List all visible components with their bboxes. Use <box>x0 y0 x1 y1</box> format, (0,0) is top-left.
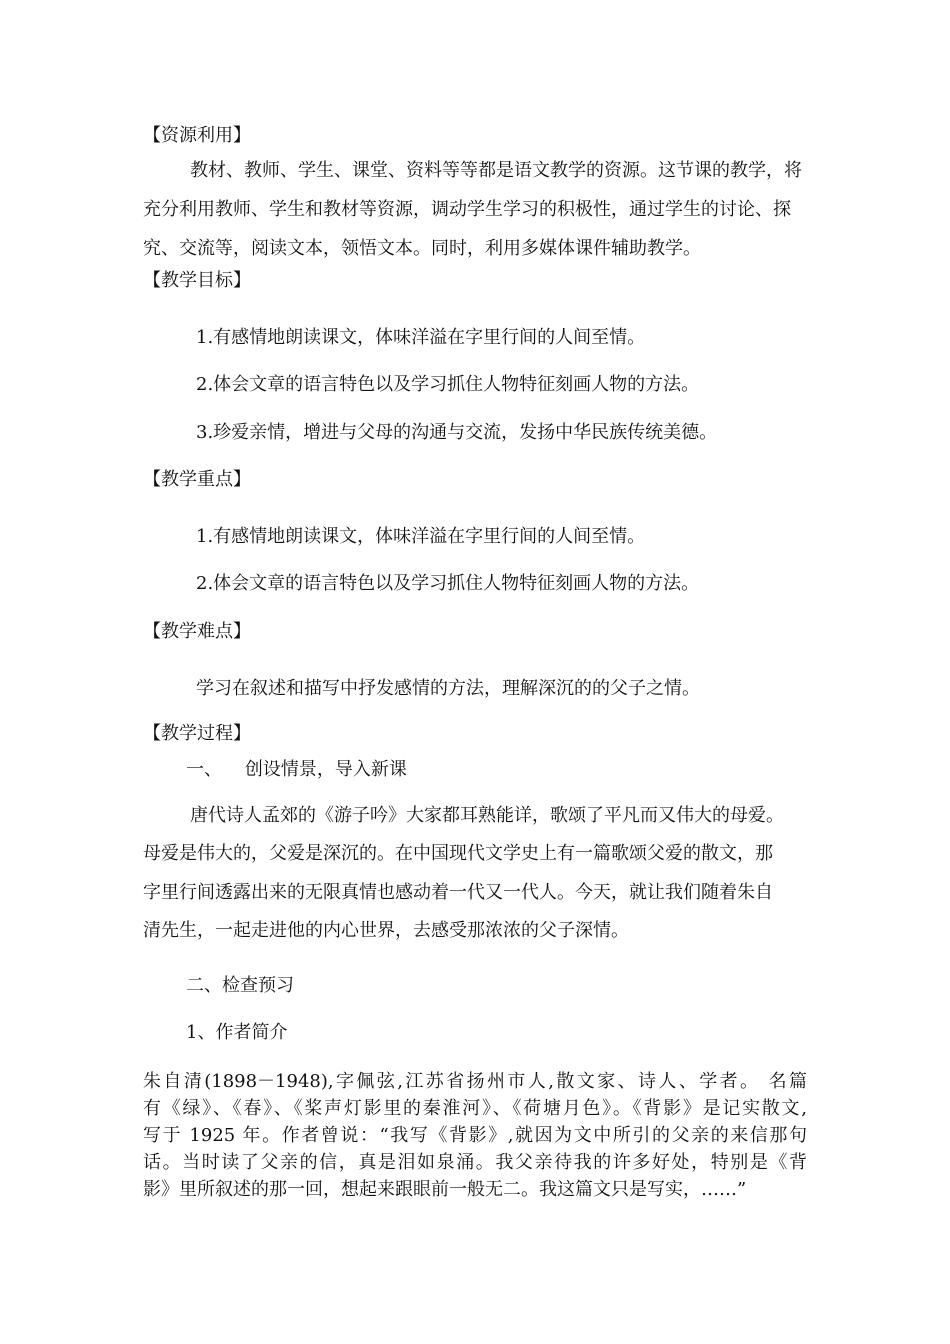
resources-line-3: 究、交流等，阅读文本，领悟文本。同时，利用多媒体课件辅助教学。 <box>143 238 701 259</box>
author-bio-line-1: 朱自清(1898－1948),字佩弦,江苏省扬州市人,散文家、诗人、学者。 名篇 <box>143 1071 807 1092</box>
process-step1-line-4: 清先生，一起走进他的内心世界，去感受那浓浓的父子深情。 <box>143 920 629 941</box>
resources-line-1: 教材、教师、学生、课堂、资料等等都是语文教学的资源。这节课的教学，将 <box>190 160 802 181</box>
section-heading-resources: 【资源利用】 <box>143 125 251 146</box>
objective-item-3: 3.珍爱亲情，增进与父母的沟通与交流，发扬中华民族传统美德。 <box>196 422 718 443</box>
section-heading-key-points: 【教学重点】 <box>143 469 251 490</box>
author-bio <box>143 1068 807 1203</box>
author-intro-title: 1、作者简介 <box>186 1022 288 1043</box>
objective-item-2: 2.体会文章的语言特色以及学习抓住人物特征刻画人物的方法。 <box>196 374 700 395</box>
author-bio-line-2: 有《绿》、《春》、《桨声灯影里的秦淮河》、《荷塘月色》。《背影》是记实散文, <box>143 1098 807 1119</box>
key-point-item-1: 1.有感情地朗读课文，体味洋溢在字里行间的人间至情。 <box>196 526 646 547</box>
author-bio-line-4: 话。当时读了父亲的信，真是泪如泉涌。我父亲待我的许多好处，特别是《背 <box>143 1152 807 1173</box>
author-bio-line-5: 影》里所叙述的那一回，想起来跟眼前一般无二。我这篇文只是写实，……” <box>143 1179 747 1200</box>
author-bio-line-3: 写于 1925 年。作者曾说：“我写《背影》,就因为文中所引的父亲的来信那句 <box>143 1125 807 1146</box>
process-step1-line-2: 母爱是伟大的，父爱是深沉的。在中国现代文学史上有一篇歌颂父爱的散文，那 <box>143 843 773 864</box>
key-point-item-2: 2.体会文章的语言特色以及学习抓住人物特征刻画人物的方法。 <box>196 573 700 594</box>
process-step2-title: 二、检查预习 <box>186 975 294 996</box>
difficulty-text: 学习在叙述和描写中抒发感情的方法，理解深沉的的父子之情。 <box>196 678 700 699</box>
section-heading-difficulties: 【教学难点】 <box>143 621 251 642</box>
process-step1-line-3: 字里行间透露出来的无限真情也感动着一代又一代人。今天，就让我们随着朱自 <box>143 882 773 903</box>
process-step1-line-1: 唐代诗人孟郊的《游子吟》大家都耳熟能详，歌颂了平凡而又伟大的母爱。 <box>190 805 784 826</box>
section-heading-objectives: 【教学目标】 <box>143 270 251 291</box>
resources-line-2: 充分利用教师、学生和教材等资源，调动学生学习的积极性，通过学生的讨论、探 <box>143 199 791 220</box>
process-step1-title: 一、 创设情景，导入新课 <box>186 759 407 780</box>
objective-item-1: 1.有感情地朗读课文，体味洋溢在字里行间的人间至情。 <box>196 327 646 348</box>
section-heading-process: 【教学过程】 <box>143 723 251 744</box>
